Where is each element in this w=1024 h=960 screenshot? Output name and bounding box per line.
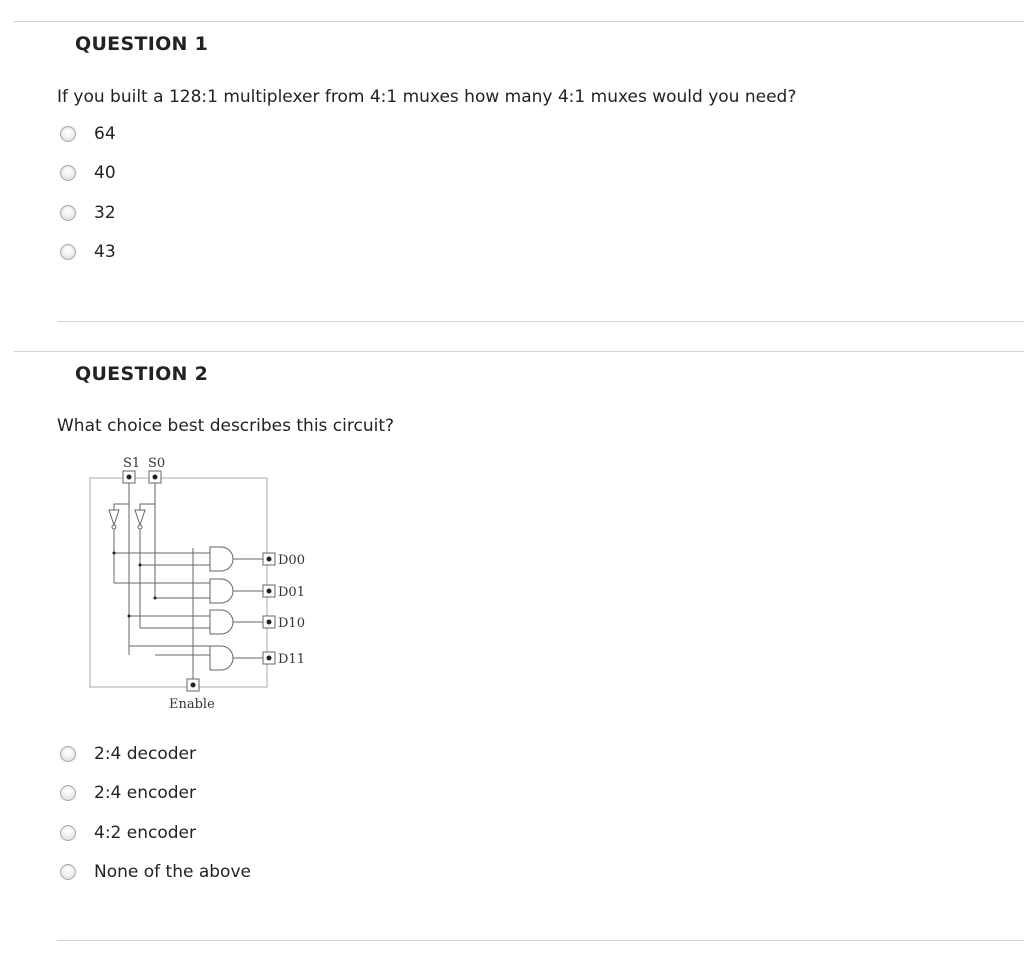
q1-option-32[interactable] bbox=[60, 201, 116, 225]
s1-inverter bbox=[109, 510, 119, 525]
decoder-circuit-diagram bbox=[80, 448, 320, 720]
q1-option-64[interactable] bbox=[60, 122, 116, 146]
q1-radio-64[interactable] bbox=[60, 126, 76, 142]
and-gate-d10 bbox=[210, 610, 233, 634]
question-2-top-divider bbox=[14, 351, 1024, 352]
s1-label: S1 bbox=[123, 456, 141, 471]
enable-label: Enable bbox=[169, 697, 215, 712]
question-1-title: QUESTION 1 bbox=[75, 33, 209, 55]
q2-option-none-of-the-above[interactable] bbox=[60, 860, 251, 884]
q2-radio-4-2-encoder[interactable] bbox=[60, 825, 76, 841]
q2-option-label: 2:4 decoder bbox=[94, 744, 196, 764]
q2-option-2-4-encoder[interactable] bbox=[60, 781, 196, 805]
q1-radio-32[interactable] bbox=[60, 205, 76, 221]
q1-radio-43[interactable] bbox=[60, 244, 76, 260]
d11-label: D11 bbox=[278, 652, 305, 667]
question-2-title: QUESTION 2 bbox=[75, 363, 209, 385]
q1-option-label: 43 bbox=[94, 242, 116, 262]
d01-label: D01 bbox=[278, 585, 305, 600]
q1-option-label: 64 bbox=[94, 124, 116, 144]
s0-inverter bbox=[135, 510, 145, 525]
q1-radio-40[interactable] bbox=[60, 165, 76, 181]
q2-radio-2-4-decoder[interactable] bbox=[60, 746, 76, 762]
q2-option-label: None of the above bbox=[94, 862, 251, 882]
question-2-bottom-divider bbox=[57, 940, 1024, 941]
and-gate-d01 bbox=[210, 579, 233, 603]
q2-option-4-2-encoder[interactable] bbox=[60, 821, 196, 845]
and-gate-d11 bbox=[210, 646, 233, 670]
d00-label: D00 bbox=[278, 553, 305, 568]
d10-label: D10 bbox=[278, 616, 305, 631]
and-gate-d00 bbox=[210, 547, 233, 571]
top-divider bbox=[14, 21, 1024, 22]
q2-option-label: 4:2 encoder bbox=[94, 823, 196, 843]
q2-radio-2-4-encoder[interactable] bbox=[60, 785, 76, 801]
q1-option-label: 32 bbox=[94, 203, 116, 223]
q2-option-2-4-decoder[interactable] bbox=[60, 742, 196, 766]
s0-label: S0 bbox=[148, 456, 166, 471]
question-2-text: What choice best describes this circuit? bbox=[57, 416, 395, 436]
q1-option-label: 40 bbox=[94, 163, 116, 183]
q2-radio-none-of-the-above[interactable] bbox=[60, 864, 76, 880]
q1-option-43[interactable] bbox=[60, 240, 116, 264]
q2-option-label: 2:4 encoder bbox=[94, 783, 196, 803]
question-1-bottom-divider bbox=[57, 321, 1024, 322]
question-1-text: If you built a 128:1 multiplexer from 4:1 muxes how many 4:1 muxes would you need? bbox=[57, 87, 797, 107]
q1-option-40[interactable] bbox=[60, 161, 116, 185]
